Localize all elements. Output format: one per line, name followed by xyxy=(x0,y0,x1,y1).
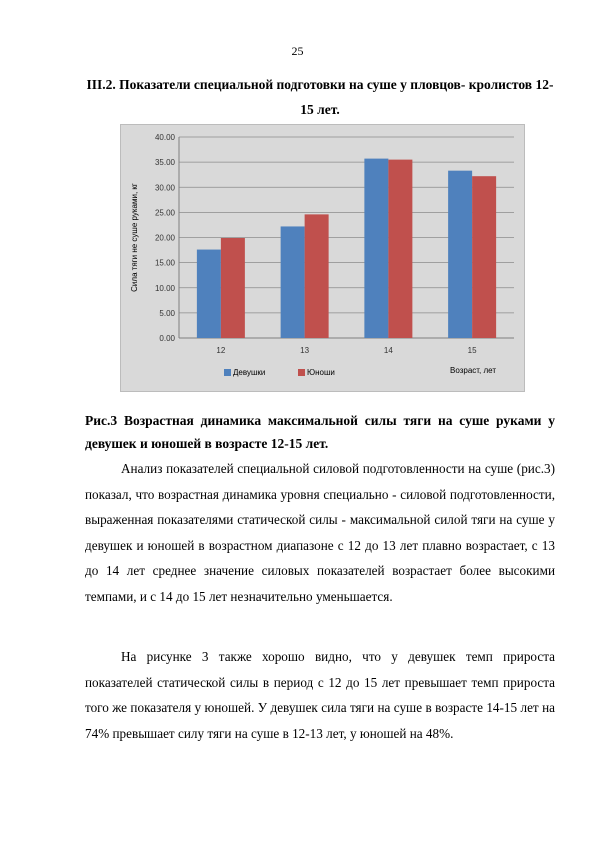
y-axis-label: Сила тяги не суше руками, кг xyxy=(130,183,139,292)
y-tick-label: 40.00 xyxy=(154,133,175,142)
legend-swatch xyxy=(298,369,305,376)
legend-label: Юноши xyxy=(307,368,335,377)
x-tick-label: 12 xyxy=(216,346,226,355)
x-tick-label: 14 xyxy=(383,346,393,355)
bar xyxy=(281,226,305,338)
bar xyxy=(388,160,412,338)
body-paragraph: Анализ показателей специальной силовой подготовленности на суше (рис.3) показал, что возрастная динамика уровня специально - силовой подготовленности, выраженная показателями статической силы - максимальной силой тяги на суше у девушек и юношей в возрастном диапазоне с 12 до 13 лет плавно возрастает, с 13 до 14 лет среднее значение силовых показателей возрастает более высокими темпами, и с 14 до 15 лет незначительно уменьшается. xyxy=(85,461,555,604)
x-tick-label: 15 xyxy=(467,346,477,355)
x-tick-label: 13 xyxy=(300,346,310,355)
page-number: 25 xyxy=(291,44,304,58)
y-tick-label: 5.00 xyxy=(159,308,175,318)
y-tick-label: 15.00 xyxy=(154,258,175,268)
bar xyxy=(305,214,329,338)
bar xyxy=(364,159,388,338)
legend-swatch xyxy=(224,369,231,376)
section-title: III.2. Показатели специальной подготовки на суше у пловцов- кролистов 12-15 лет. xyxy=(86,77,554,117)
bar xyxy=(197,250,221,338)
chart xyxy=(120,124,525,392)
y-tick-label: 10.00 xyxy=(154,283,175,293)
y-tick-label: 35.00 xyxy=(154,158,175,168)
bar xyxy=(221,238,245,338)
y-tick-label: 20.00 xyxy=(154,233,175,243)
bar xyxy=(448,171,472,338)
y-tick-label: 0.00 xyxy=(159,334,175,343)
legend-label: Девушки xyxy=(233,368,266,377)
bar xyxy=(472,176,496,338)
y-tick-label: 30.00 xyxy=(154,183,175,193)
bar-chart xyxy=(121,125,526,393)
figure-caption: Рис.3 Возрастная динамика максимальной силы тяги на суше руками у девушек и юношей в возрасте 12-15 лет. xyxy=(85,413,555,451)
y-tick-label: 25.00 xyxy=(154,208,175,218)
body-paragraph: На рисунке 3 также хорошо видно, что у девушек темп прироста показателей статической силы в период с 12 до 15 лет превышает темп прироста того же показателя у юношей. У девушек сила тяги на суше в возрасте 14-15 лет на 74% превышает силу тяги на суше в 12-13 лет, у юношей на 48%. xyxy=(85,649,555,741)
x-axis-label: Возраст, лет xyxy=(450,366,496,375)
